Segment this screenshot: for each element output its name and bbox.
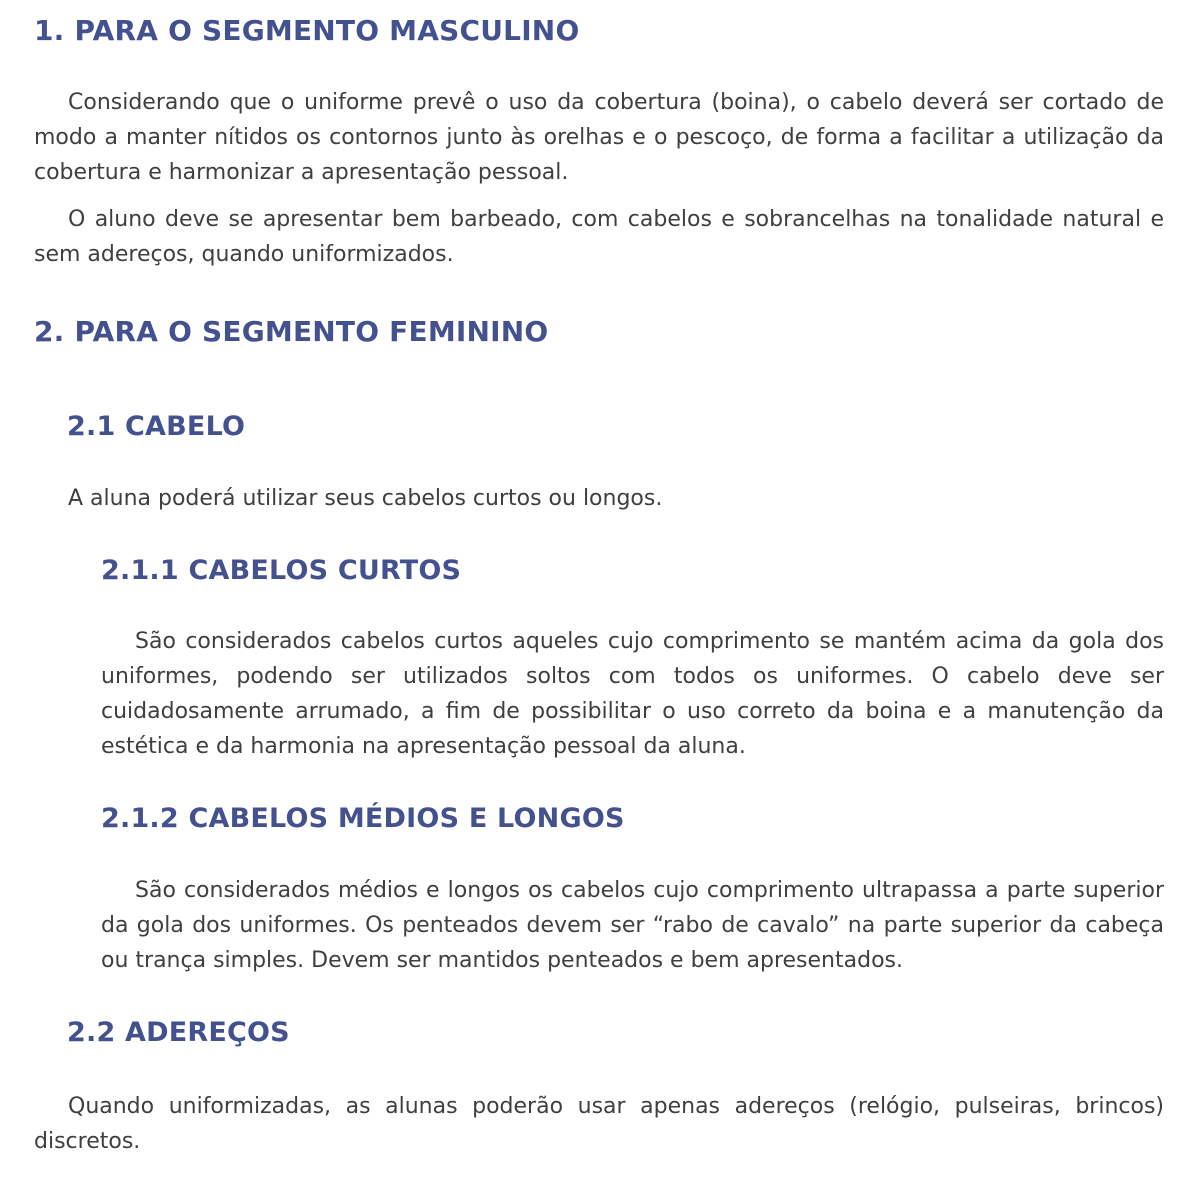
section-1-paragraph-1: Considerando que o uniforme prevê o uso da cobertura (boina), o cabelo deverá ser cortado de modo a manter nítidos os contornos junto às orelhas e o pescoço, de forma a facilitar a utilização da cobertura e harmonizar a apresentação pessoal. [34,90,1164,185]
subsection-2-1-1-heading: 2.1.1 CABELOS CURTOS [101,555,462,586]
section-2-heading: 2. PARA O SEGMENTO FEMININO [34,315,549,348]
subsection-2-1-heading: 2.1 CABELO [67,411,246,442]
subsection-2-1-2-heading: 2.1.2 CABELOS MÉDIOS E LONGOS [101,803,625,834]
subsection-2-1-paragraph: A aluna poderá utilizar seus cabelos curtos ou longos. [68,486,663,511]
subsection-2-1-2-paragraph: São considerados médios e longos os cabelos cujo comprimento ultrapassa a parte superior da gola dos uniformes. Os penteados devem ser “rabo de cavalo” na parte superior da cabeça ou trança simples. Devem ser mantidos penteados e bem apresentados. [101,878,1164,973]
section-1-heading: 1. PARA O SEGMENTO MASCULINO [34,14,580,47]
subsection-2-2-heading: 2.2 ADEREÇOS [67,1017,290,1048]
subsection-2-2-paragraph: Quando uniformizadas, as alunas poderão usar apenas adereços (relógio, pulseiras, brincos) discretos. [34,1094,1164,1154]
subsection-2-1-1-paragraph: São considerados cabelos curtos aqueles cujo comprimento se mantém acima da gola dos uniformes, podendo ser utilizados soltos com todos os uniformes. O cabelo deve ser cuidadosamente arrumado, a fim de possibilitar o uso correto da boina e a manutenção da estética e da harmonia na apresentação pessoal da aluna. [101,629,1164,759]
section-1-paragraph-2: O aluno deve se apresentar bem barbeado, com cabelos e sobrancelhas na tonalidade natural e sem adereços, quando uniformizados. [34,207,1164,267]
